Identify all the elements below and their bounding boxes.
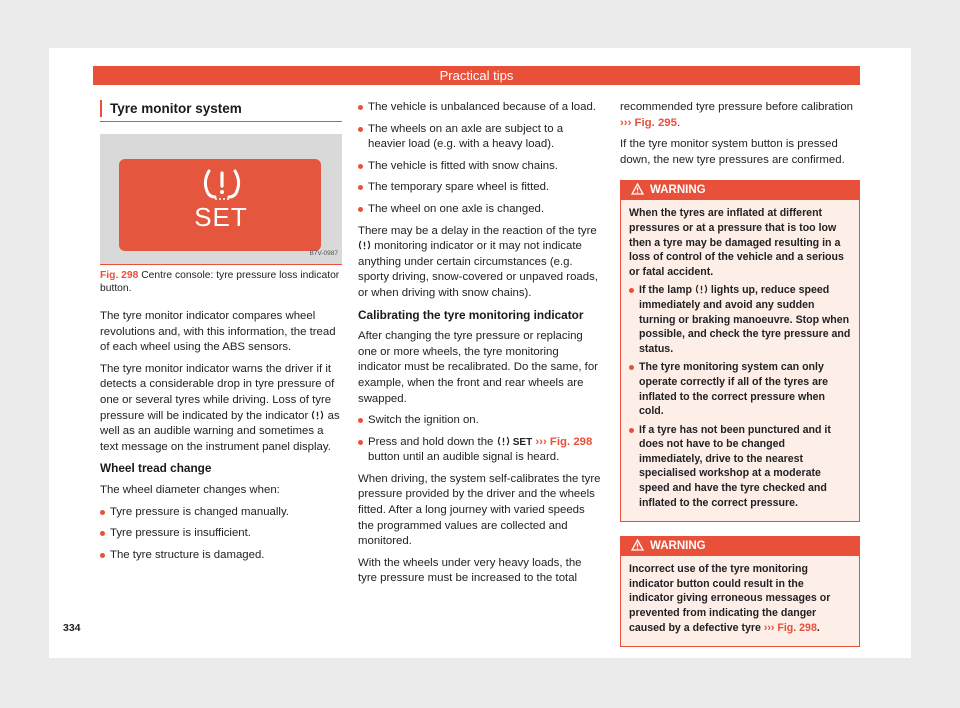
warning-header xyxy=(621,181,859,200)
figure-caption xyxy=(100,269,342,295)
page-number: 334 xyxy=(63,622,81,634)
paragraph: The tyre monitor indicator compares wheel revolutions and, with this information, the tread of each wheel using the ABS sensors. xyxy=(100,310,336,354)
warning-title: WARNING xyxy=(650,540,706,553)
warning-text: When the tyres are inflated at different pressures or at a pressure that is too low then a tyre may be damaged resulting in a loss of control of the vehicle and a serious or fatal accident. xyxy=(629,207,844,278)
paragraph-text: as well as an audible warning and sometimes a text message on the instrument panel display. xyxy=(100,409,340,453)
figure-reference-link[interactable]: ››› Fig. 298 xyxy=(763,621,817,634)
subheading: Wheel tread change xyxy=(100,461,212,476)
warning-header xyxy=(621,537,859,556)
warning-triangle-icon xyxy=(631,539,644,551)
list-item: Switch the ignition on. xyxy=(358,413,603,429)
warning-list-item: If a tyre has not been punctured and it does not have to be changed immediately, drive to the nearest specialised workshop at a moderate speed and have the tyre checked and inflated to the correct pressure. xyxy=(629,423,851,511)
paragraph: The wheel diameter changes when: xyxy=(100,483,280,496)
list-item: The tyre structure is damaged. xyxy=(100,548,342,564)
figure-divider xyxy=(100,264,342,265)
left-column xyxy=(100,100,342,569)
warning-body xyxy=(621,556,859,646)
list-item: Tyre pressure is insufficient. xyxy=(100,526,342,542)
title-divider xyxy=(100,121,342,122)
paragraph-text: recommended tyre pressure before calibration xyxy=(620,101,853,113)
paragraph-text: The tyre monitor indicator warns the driver if it detects a considerable drop in tyre pressure of one or several tyres while driving. Loss of tyre pressure will be indicated by the indicator xyxy=(100,362,335,422)
warning-text: Incorrect use of the tyre monitoring indicator button could result in the indicator giving erroneous messages or prevented from indicating the danger caused by a defective tyre ››› Fig. 298. xyxy=(629,563,831,634)
warning-list-item xyxy=(629,283,851,356)
paragraph: If the tyre monitor system button is pressed down, the new tyre pressures are confirmed. xyxy=(620,138,845,166)
tyre-pressure-warning-icon xyxy=(201,167,243,203)
list-item: Tyre pressure is changed manually. xyxy=(100,505,342,521)
warning-title: WARNING xyxy=(650,184,706,197)
figure-reference-link[interactable]: ››› Fig. 295 xyxy=(620,116,677,129)
list-item: The temporary spare wheel is fitted. xyxy=(358,180,603,196)
paragraph: When driving, the system self-calibrates the tyre pressure provided by the driver and the wheels fitted. After a long journey with varied speeds the programmed values are collected and monitored. xyxy=(358,472,601,548)
section-title: Tyre monitor system xyxy=(100,100,342,117)
middle-column xyxy=(358,100,603,593)
paragraph: recommended tyre pressure before calibration ››› Fig. 295. xyxy=(620,101,853,129)
paragraph xyxy=(100,362,342,456)
figure-label: Fig. 298 xyxy=(100,270,139,281)
warning-body xyxy=(621,200,859,521)
figure-reference-link[interactable]: ››› Fig. 298 xyxy=(535,435,593,448)
tyre-pressure-warning-icon xyxy=(695,284,708,295)
right-column xyxy=(620,100,860,647)
warning-box xyxy=(620,536,860,647)
tyre-pressure-warning-icon xyxy=(497,436,510,447)
warning-item-text: Incorrect use of the tyre monitoring indicator button could result in the indicator giving erroneous messages or prevented from indicating the danger caused by a defective tyre xyxy=(629,563,831,634)
list-item: The vehicle is fitted with snow chains. xyxy=(358,159,603,175)
subheading: Calibrating the tyre monitoring indicator xyxy=(358,307,584,322)
tyre-pressure-warning-icon xyxy=(358,240,371,251)
paragraph-text: monitoring indicator or it may not indicate anything under certain circumstances (e.g. sporty driving, snow-covered or unpaved roads, or when driving with snow chains). xyxy=(358,240,598,299)
set-glyph: SET xyxy=(512,436,533,448)
warning-item-text: If the lamp xyxy=(639,284,692,297)
warning-item-text: lights up, reduce speed immediately and avoid any sudden turning or braking manoeuvre. Stop when possible, and check the tyre pressure and status. xyxy=(639,284,851,355)
list-item xyxy=(358,435,603,466)
paragraph: With the wheels under very heavy loads, the tyre pressure must be increased to the total xyxy=(358,556,582,585)
paragraph-text: There may be a delay in the reaction of the tyre xyxy=(358,224,597,237)
list-item: The wheels on an axle are subject to a heavier load (e.g. with a heavy load). xyxy=(358,122,603,153)
figure-caption-text: Centre console: tyre pressure loss indicator button. xyxy=(100,270,340,294)
page-header: Practical tips xyxy=(93,66,860,85)
warning-triangle-icon xyxy=(631,183,644,195)
figure-code: B7V-0987 xyxy=(309,250,338,258)
list-item: The wheel on one axle is changed. xyxy=(358,202,603,218)
paragraph xyxy=(358,224,603,302)
list-item: The vehicle is unbalanced because of a load. xyxy=(358,100,603,116)
list-item-text: Press and hold down the xyxy=(368,435,494,448)
list-item-text: button until an audible signal is heard. xyxy=(368,451,560,464)
paragraph: After changing the tyre pressure or replacing one or more wheels, the tyre monitoring indicator must be recalibrated. Do the same, for example, when the front and rear wheels are swapped. xyxy=(358,330,598,405)
tyre-pressure-warning-icon xyxy=(311,410,324,421)
warning-box xyxy=(620,180,860,522)
warning-list-item: The tyre monitoring system can only operate correctly if all of the tyres are inflated to the correct pressure when cold. xyxy=(629,360,851,418)
set-label: SET xyxy=(194,202,248,232)
figure-298 xyxy=(100,134,342,264)
